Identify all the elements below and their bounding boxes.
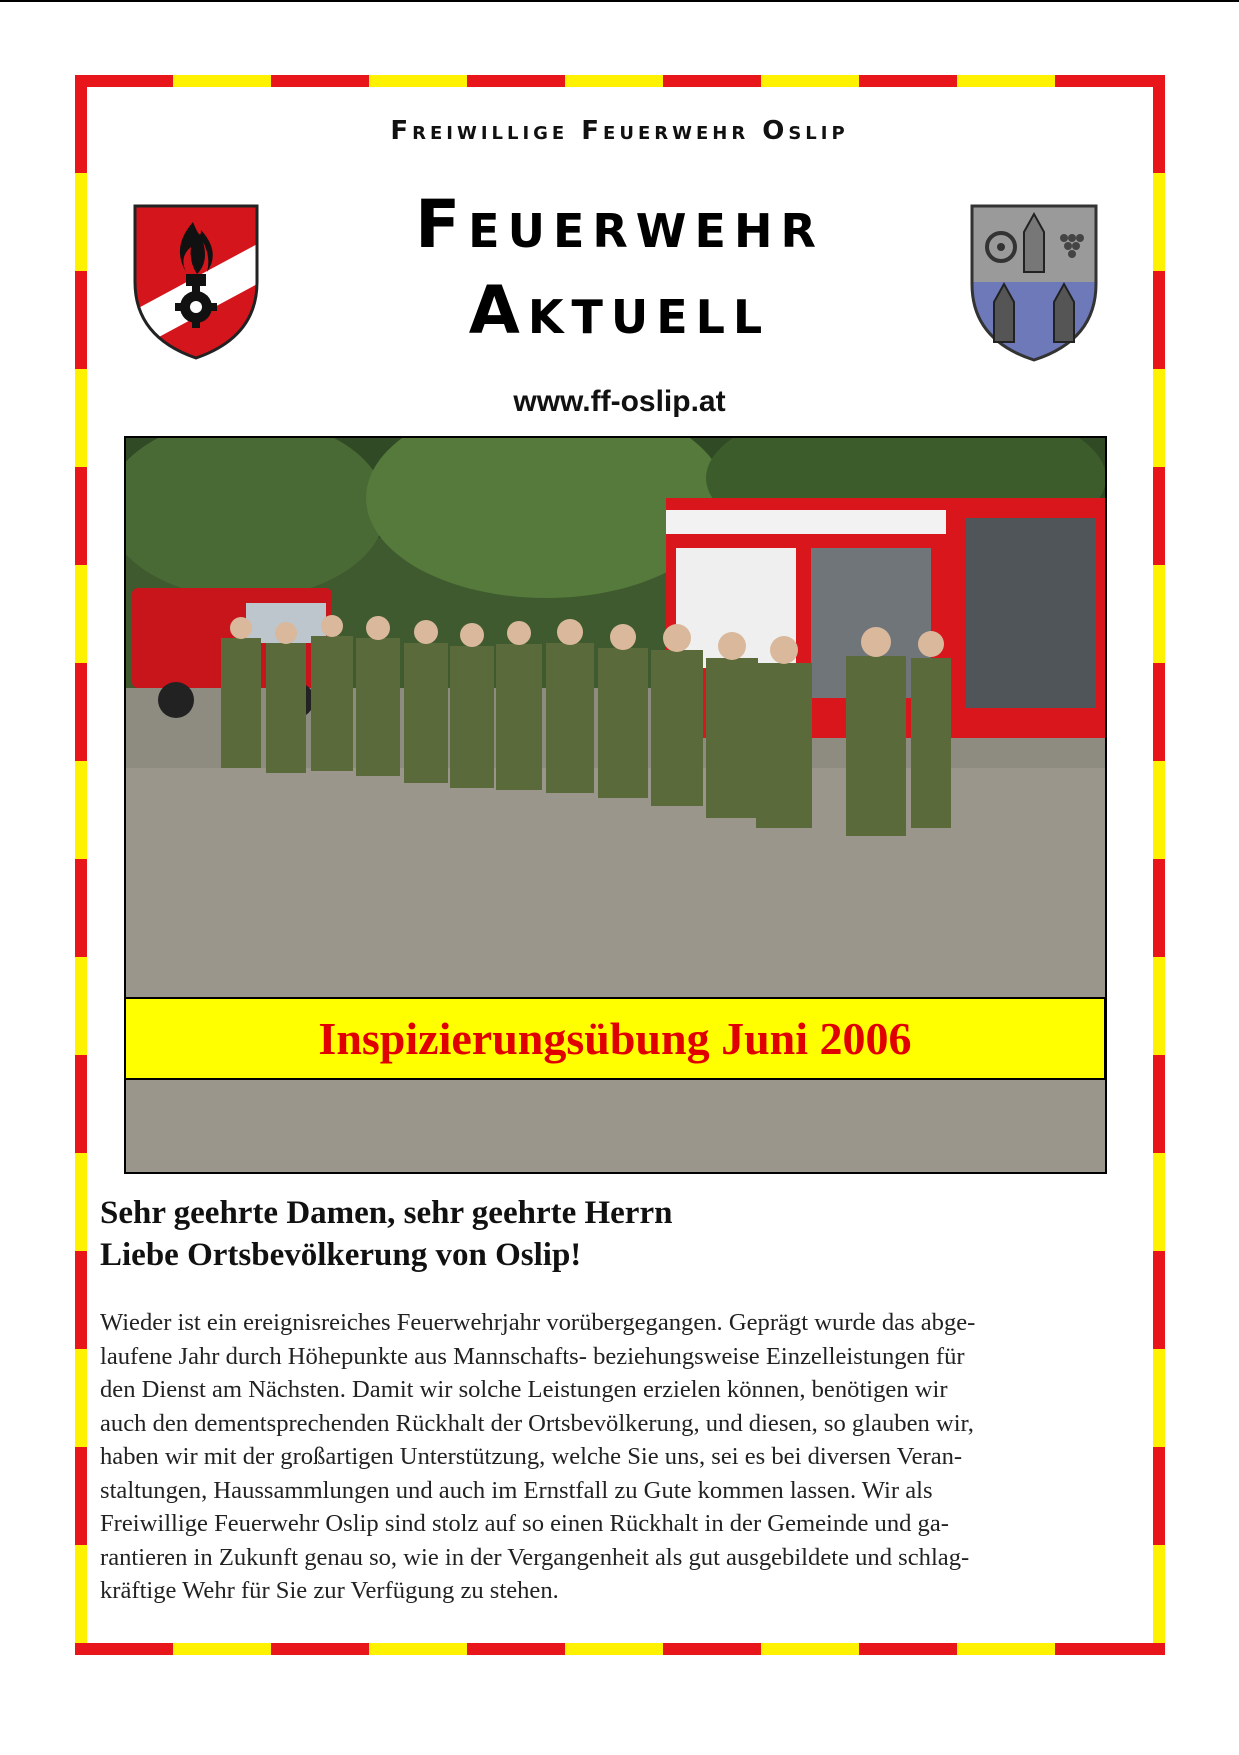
body-line: laufene Jahr durch Höhepunkte aus Mannschafts- beziehungsweise Einzelleistungen für xyxy=(100,1342,965,1370)
greeting-line1: Sehr geehrte Damen, sehr geehrte Herrn xyxy=(100,1195,673,1231)
frame-bottom xyxy=(75,1643,1165,1655)
body-line: staltungen, Haussammlungen und auch im Ernstfall zu Gute kommen lassen. Wir als xyxy=(100,1476,933,1504)
newsletter-title-line2: Aktuell xyxy=(468,272,771,349)
body-line: rantieren in Zukunft genau so, wie in der Vergangenheit als gut ausgebildete und schlag- xyxy=(100,1543,970,1571)
newsletter-title-line1: Feuerwehr xyxy=(415,186,824,263)
fire-brigade-crest-icon xyxy=(131,202,261,362)
top-rule xyxy=(0,0,1239,2)
greeting-line2: Liebe Ortsbevölkerung von Oslip! xyxy=(100,1237,582,1273)
photo-caption-banner: Inspizierungsübung Juni 2006 xyxy=(124,997,1106,1080)
website-url[interactable]: www.ff-oslip.at xyxy=(513,385,726,418)
body-line: haben wir mit der großartigen Unterstützung, welche Sie uns, sei es bei diversen Veran- xyxy=(100,1443,963,1470)
frame-top xyxy=(75,75,1165,87)
body-line: auch den dementsprechenden Rückhalt der Ortsbevölkerung, und diesen, so glauben wir, xyxy=(100,1409,974,1437)
municipality-coat-of-arms-icon xyxy=(968,202,1100,364)
organization-name: Freiwillige Feuerwehr Oslip xyxy=(390,116,849,146)
body-text xyxy=(100,1306,1140,1608)
body-line: Wieder ist ein ereignisreiches Feuerwehrjahr vorübergegangen. Geprägt wurde das abge- xyxy=(100,1309,976,1336)
body-line: Freiwillige Feuerwehr Oslip sind stolz auf so einen Rückhalt in der Gemeinde und ga- xyxy=(100,1510,949,1537)
body-line: den Dienst am Nächsten. Damit wir solche Leistungen erzielen können, benötigen wir xyxy=(100,1376,948,1403)
greeting xyxy=(100,1192,1100,1276)
body-line: kräftige Wehr für Sie zur Verfügung zu stehen. xyxy=(100,1577,559,1604)
